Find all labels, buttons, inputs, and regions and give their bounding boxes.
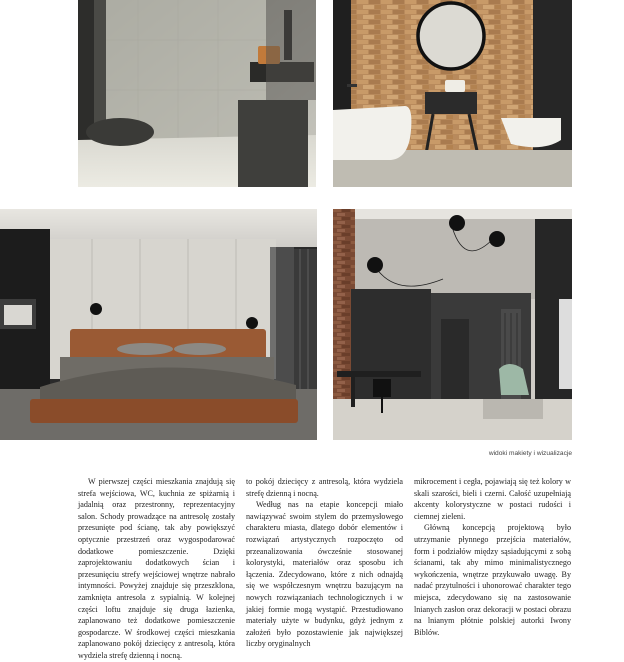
photo-caption: widoki makiety i wizualizacje <box>488 450 572 457</box>
text-column-3 <box>414 476 571 638</box>
paragraph: Według nas na etapie koncepcji miało nawiązywać swoim stylem do przemysłowego charakteru miasta, dlatego dobór elementów i rozwiązań artystycznych rozpoczęto od przeanalizowania ówcześnie stosowanej kolorystyki, materiałów oraz sposobu ich łączenia. Zdecydowano, które z nich odnajdą się we współczesnym wnętrzu bazującym na nowych rozwiązaniach technologicznych i w jakiej formie mogą wystąpić. Przestudiowano materiały użyte w budynku, gdyż jednym z założeń było pozostawienie jak największej liczby oryginalnych <box>246 500 403 649</box>
photo-bedroom <box>0 209 317 440</box>
paragraph: Główną koncepcją projektową było utrzymanie płynnego przejścia materiałów, form i podziałów między sąsiadującymi z sobą ścianami, tak aby mimo minimalistycznego wykończenia, wnętrze przykuwało uwagę. By nadać przytulności i uhonorować charakter tego miejsca, zdecydowano się na zastosowanie lnianych zasłon oraz dekoracji w postaci obrazu na lnianym płótnie polskiej autorki Iwony Biblów. <box>414 523 571 637</box>
paragraph: to pokój dziecięcy z antresolą, która wydziela strefę dzienną i nocną. <box>246 477 403 498</box>
paragraph: mikrocement i cegła, pojawiają się też kolory w skali szarości, bieli i czerni. Całość uzupełniają akcenty kolorystyczne w postaci rudości i ciemnej zieleni. <box>414 477 571 521</box>
photo-bathroom-concrete <box>78 0 316 187</box>
text-column-1 <box>78 476 235 662</box>
paragraph: W pierwszej części mieszkania znajdują się strefa wejściowa, WC, kuchnia ze spiżarnią i jadalnią oraz przestronny, reprezentacyjny salon. Schody prowadzące na antresolę zostały przesunięte pod ścianę, tak aby powiększyć optycznie przestrzeń oraz wygospodarować dodatkowe pomieszczenie. Dzięki zaprojektowaniu dodatkowych ścian i przesunięciu strefy wejściowej wnętrze nabrało intymności. Powyżej znajduje się przeszklona, zamknięta antresola z sypialnią. W kolejnej części loftu znajduje się druga łazienka, zaplanowano też dodatkowe pomieszczenie gospodarcze. W środkowej części mieszkania zaplanowano pokój dziecięcy z antresolą, która wydziela strefę dzienną i nocną. <box>78 477 235 660</box>
photo-bathroom-brick-mirror <box>333 0 572 187</box>
photo-office-study <box>333 209 572 440</box>
